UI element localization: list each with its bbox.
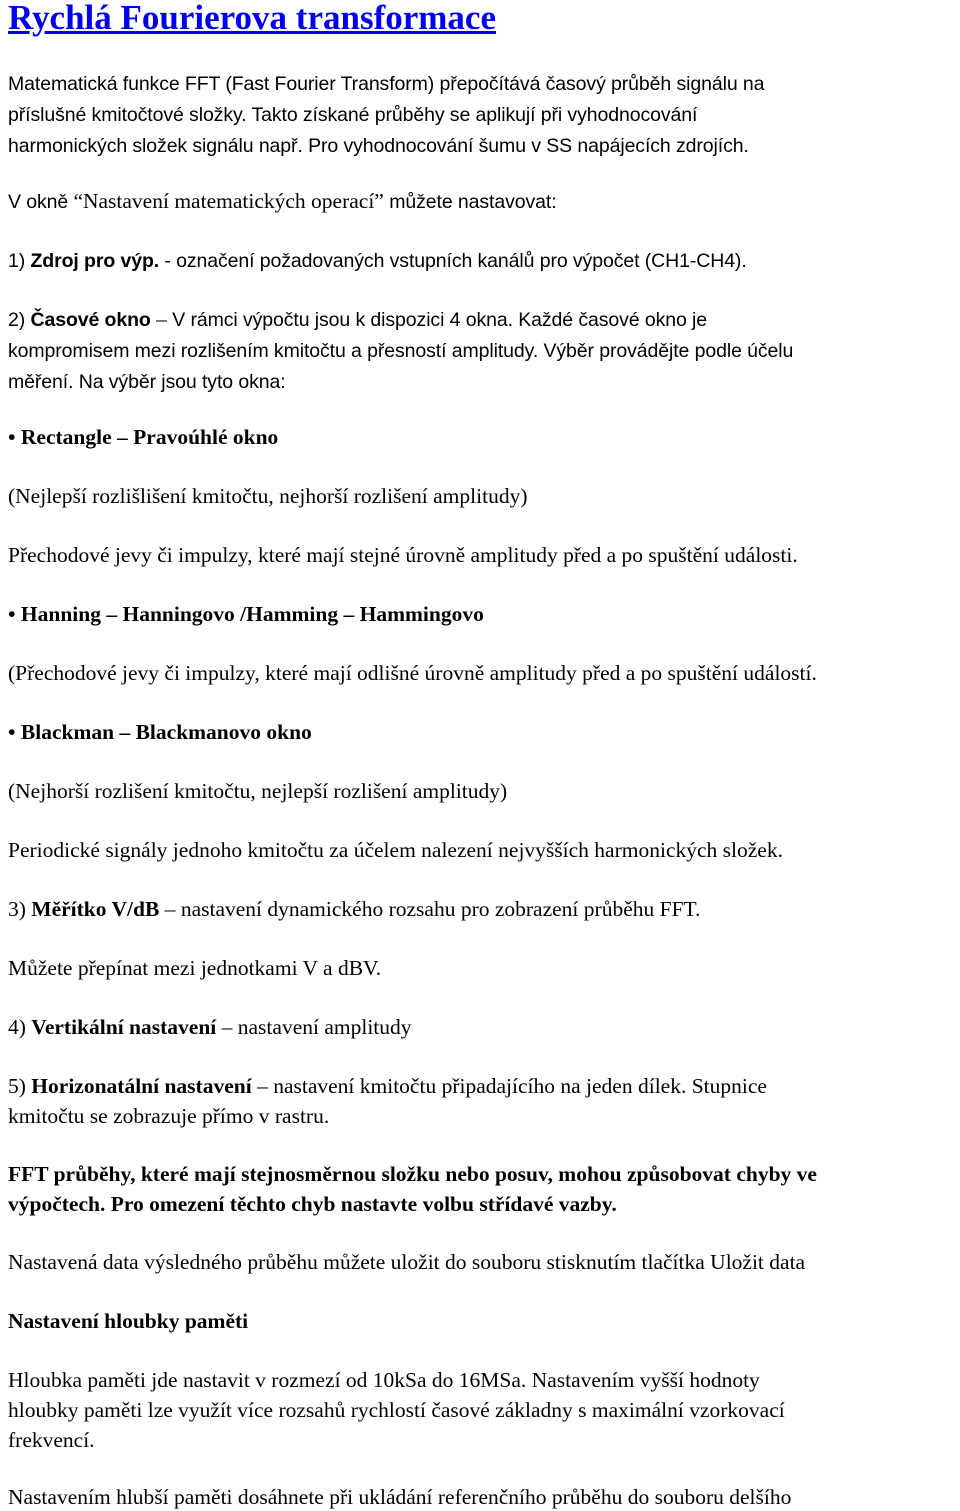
- memory-depth-heading: Nastavení hloubky paměti: [8, 1309, 249, 1333]
- page-title[interactable]: Rychlá Fourierova transformace: [8, 0, 497, 37]
- hanning-note: (Přechodové jevy či impulzy, které mají odlišné úrovně amplitudy před a po spuštění událostí.: [8, 661, 817, 685]
- memory-depth-last-line: Nastavením hlubší paměti dosáhnete při ukládání referenčního průběhu do souboru delšího: [8, 1485, 792, 1509]
- blackman-heading: • Blackman – Blackmanovo okno: [8, 720, 312, 744]
- intro-line-1: Matematická funkce FFT (Fast Fourier Transform) přepočítává časový průběh signálu na: [8, 73, 765, 95]
- item-vertical: 4) Vertikální nastavení – nastavení amplitudy: [8, 1015, 412, 1039]
- item-time-window: 2) Časové okno – V rámci výpočtu jsou k dispozici 4 okna. Každé časové okno je kompromisem mezi rozlišením kmitočtu a přesností amplitudy. Výběr provádějte podle účelu měření. Na výběr jsou tyto okna:: [8, 307, 794, 393]
- window-settings-line: V okně “Nastavení matematických operací” můžete nastavovat:: [8, 189, 557, 213]
- item-scale: 3) Měřítko V/dB – nastavení dynamického rozsahu pro zobrazení průběhu FFT.: [8, 897, 701, 921]
- blackman-note: (Nejhorší rozlišení kmitočtu, nejlepší rozlišení amplitudy): [8, 779, 508, 803]
- blackman-usage: Periodické signály jednoho kmitočtu za účelem nalezení nejvyšších harmonických složek.: [8, 838, 783, 862]
- item-scale-units: Můžete přepínat mezi jednotkami V a dBV.: [8, 956, 382, 980]
- intro-line-2: příslušné kmitočtové složky. Takto získané průběhy se aplikují při vyhodnocování: [8, 104, 698, 126]
- intro-paragraph: [8, 68, 958, 161]
- rectangle-usage: Přechodové jevy či impulzy, které mají stejné úrovně amplitudy před a po spuštění události.: [8, 543, 798, 567]
- rectangle-note: (Nejlepší rozlišlišení kmitočtu, nejhorší rozlišení amplitudy): [8, 484, 528, 508]
- save-data-line: Nastavená data výsledného průběhu můžete uložit do souboru stisknutím tlačítka Uložit data: [8, 1250, 806, 1274]
- memory-depth-paragraph: Hloubka paměti jde nastavit v rozmezí od 10kSa do 16MSa. Nastavením vyšší hodnoty hloubky paměti lze využít více rozsahů rychlostí časové základny s maximální vzorkovací frekvencí.: [8, 1368, 785, 1452]
- item-horizontal: 5) Horizonatální nastavení – nastavení kmitočtu připadajícího na jeden dílek. Stupnice kmitočtu se zobrazuje přímo v rastru.: [8, 1074, 767, 1128]
- ac-coupling-warning: FFT průběhy, které mají stejnosměrnou složku nebo posuv, mohou způsobovat chyby ve výpočtech. Pro omezení těchto chyb nastavte volbu střídavé vazby.: [8, 1162, 817, 1216]
- rectangle-heading: • Rectangle – Pravoúhlé okno: [8, 425, 279, 449]
- hanning-heading: • Hanning – Hanningovo /Hamming – Hammingovo: [8, 602, 484, 626]
- intro-line-3: harmonických složek signálu např. Pro vyhodnocování šumu v SS napájecích zdrojích.: [8, 135, 749, 157]
- item-source: 1) Zdroj pro výp. - označení požadovaných vstupních kanálů pro výpočet (CH1-CH4).: [8, 250, 747, 272]
